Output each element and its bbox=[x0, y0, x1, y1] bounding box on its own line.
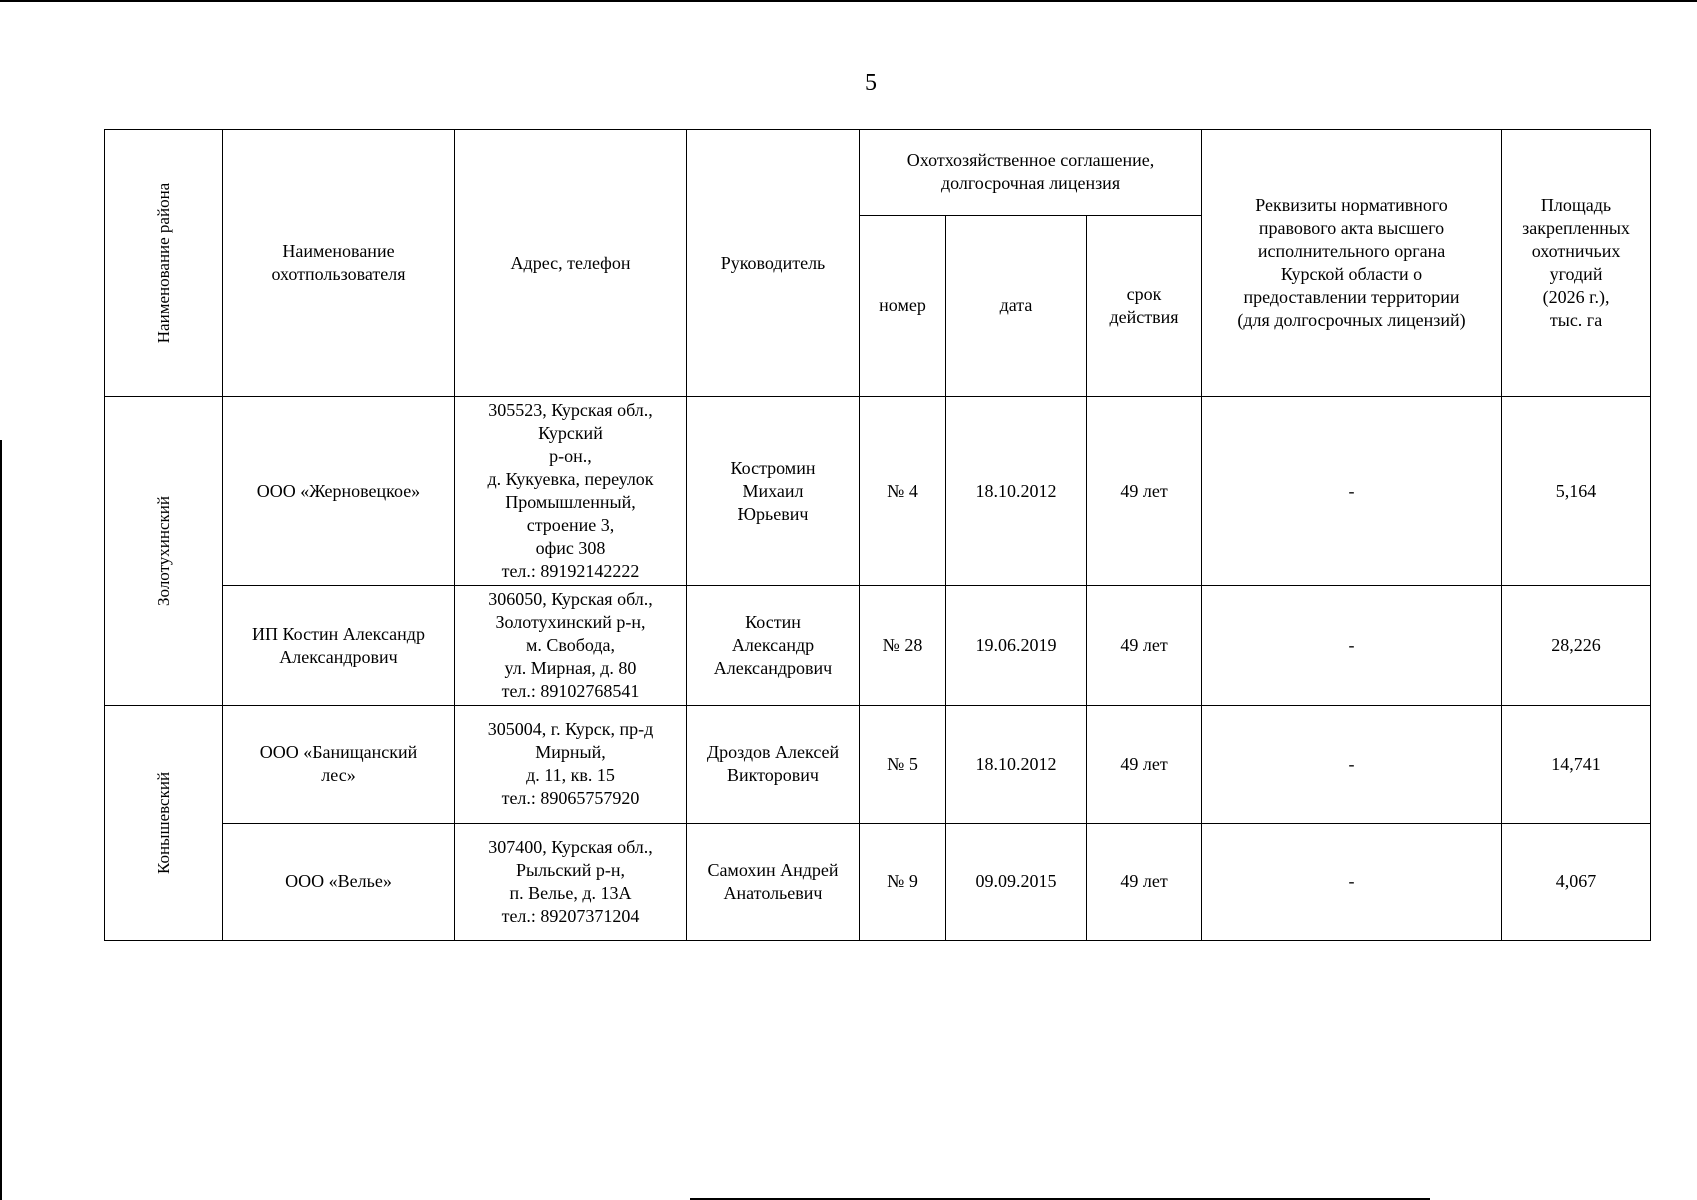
page-number: 5 bbox=[865, 70, 877, 96]
header-district-label: Наименование района bbox=[153, 182, 173, 344]
header-district bbox=[105, 130, 223, 397]
act-cell: - bbox=[1202, 397, 1502, 586]
table-row bbox=[105, 586, 1651, 706]
user-cell: ИП Костин Александр Александрович bbox=[223, 586, 455, 706]
term-cell: 49 лет bbox=[1087, 586, 1202, 706]
header-agreement: Охотхозяйственное соглашение, долгосрочная лицензия bbox=[860, 130, 1202, 216]
table-row bbox=[105, 706, 1651, 824]
scan-border-left bbox=[0, 440, 2, 1200]
address-cell: 307400, Курская обл., Рыльский р-н, п. Велье, д. 13А тел.: 89207371204 bbox=[455, 823, 687, 941]
header-director: Руководитель bbox=[687, 130, 860, 397]
number-cell: № 9 bbox=[860, 823, 946, 941]
address-cell: 306050, Курская обл., Золотухинский р-н, м. Свобода, ул. Мирная, д. 80 тел.: 89102768541 bbox=[455, 586, 687, 706]
header-area: Площадь закрепленных охотничьих угодий (2026 г.), тыс. га bbox=[1502, 130, 1651, 397]
header-date: дата bbox=[946, 215, 1087, 396]
header-act: Реквизиты нормативного правового акта высшего исполнительного органа Курской области о предоставлении территории (для долгосрочных лицензий) bbox=[1202, 130, 1502, 397]
director-cell: Дроздов Алексей Викторович bbox=[687, 706, 860, 824]
table-row bbox=[105, 823, 1651, 941]
term-cell: 49 лет bbox=[1087, 397, 1202, 586]
number-cell: № 28 bbox=[860, 586, 946, 706]
area-cell: 14,741 bbox=[1502, 706, 1651, 824]
act-cell: - bbox=[1202, 586, 1502, 706]
header-user: Наименование охотпользователя bbox=[223, 130, 455, 397]
date-cell: 19.06.2019 bbox=[946, 586, 1087, 706]
director-cell: Костромин Михаил Юрьевич bbox=[687, 397, 860, 586]
hunting-lands-table bbox=[104, 129, 1651, 941]
header-number: номер bbox=[860, 215, 946, 396]
header-address: Адрес, телефон bbox=[455, 130, 687, 397]
scan-border-top bbox=[0, 0, 1697, 2]
area-cell: 4,067 bbox=[1502, 823, 1651, 941]
date-cell: 18.10.2012 bbox=[946, 397, 1087, 586]
act-cell: - bbox=[1202, 823, 1502, 941]
director-cell: Костин Александр Александрович bbox=[687, 586, 860, 706]
term-cell: 49 лет bbox=[1087, 706, 1202, 824]
district-cell bbox=[105, 397, 223, 706]
user-cell: ООО «Банищанский лес» bbox=[223, 706, 455, 824]
district-name: Конышевский bbox=[153, 771, 173, 875]
district-name: Золотухинский bbox=[153, 496, 173, 606]
area-cell: 28,226 bbox=[1502, 586, 1651, 706]
district-cell bbox=[105, 706, 223, 941]
user-cell: ООО «Жерновецкое» bbox=[223, 397, 455, 586]
date-cell: 18.10.2012 bbox=[946, 706, 1087, 824]
date-cell: 09.09.2015 bbox=[946, 823, 1087, 941]
number-cell: № 5 bbox=[860, 706, 946, 824]
table-row bbox=[105, 397, 1651, 586]
address-cell: 305523, Курская обл., Курский р-он., д. Кукуевка, переулок Промышленный, строение 3, офис 308 тел.: 89192142222 bbox=[455, 397, 687, 586]
header-term: срок действия bbox=[1087, 215, 1202, 396]
director-cell: Самохин Андрей Анатольевич bbox=[687, 823, 860, 941]
user-cell: ООО «Велье» bbox=[223, 823, 455, 941]
term-cell: 49 лет bbox=[1087, 823, 1202, 941]
number-cell: № 4 bbox=[860, 397, 946, 586]
address-cell: 305004, г. Курск, пр-д Мирный, д. 11, кв. 15 тел.: 89065757920 bbox=[455, 706, 687, 824]
area-cell: 5,164 bbox=[1502, 397, 1651, 586]
act-cell: - bbox=[1202, 706, 1502, 824]
